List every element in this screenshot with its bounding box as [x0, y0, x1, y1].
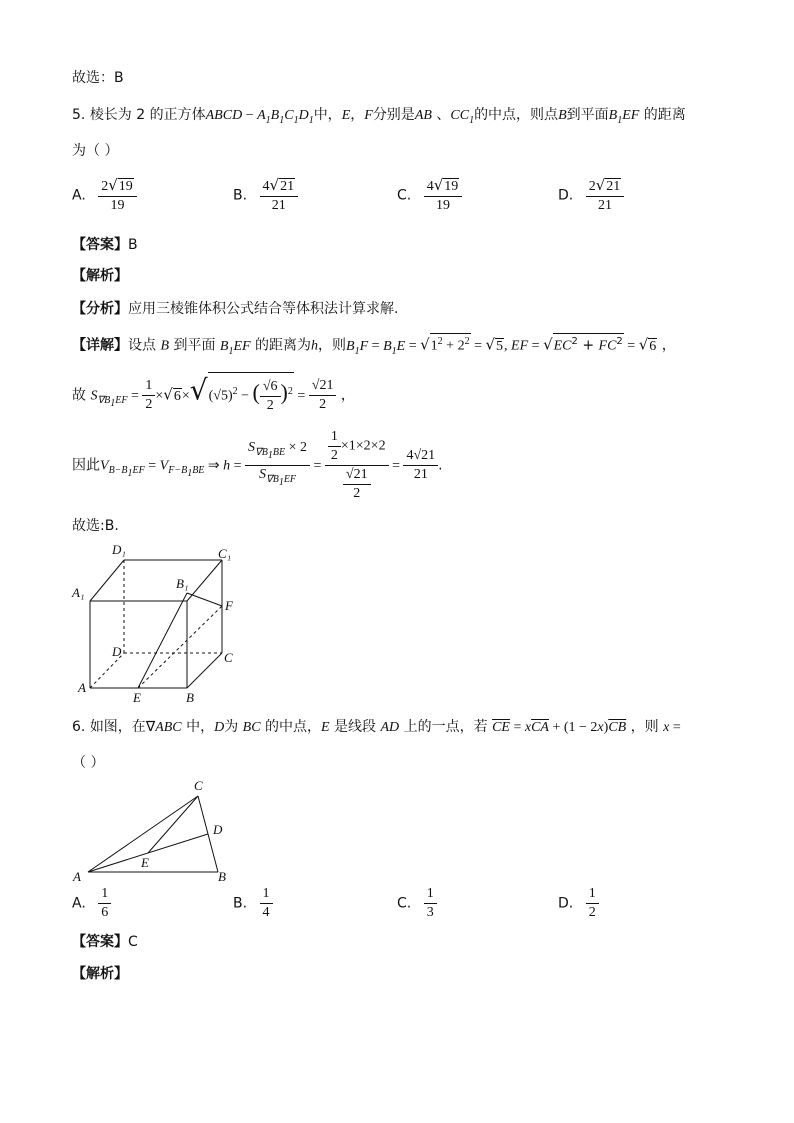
- triangle-figure: [70, 776, 240, 888]
- q6-stem-line1: 6. 如图，在∇ABC 中，D为 BC 的中点，E 是线段 AD 上的一点，若 $\overline{CE} = x\overline{CA} + (1 - 2x)\overline{CB}$ ，则 x =: [72, 719, 681, 735]
- q5-number: 5.: [72, 107, 86, 123]
- q5-option-a[interactable]: A. $\frac{2√19}{19}$: [72, 176, 137, 215]
- q6-stem-line2: （ ）: [72, 755, 105, 771]
- label-A1: A₁: [72, 585, 85, 600]
- q5-cube-name: ABCD: [205, 108, 243, 123]
- label-C: C: [224, 650, 233, 665]
- label-A: A: [78, 680, 86, 695]
- q5-final-answer: 故选:B.: [72, 518, 119, 534]
- cube-figure: [70, 538, 250, 708]
- q6-answer: 【答案】C: [72, 934, 138, 950]
- label-E: E: [133, 690, 141, 705]
- label-B: B: [186, 690, 194, 705]
- q6-option-b[interactable]: B. $\frac{1}{4}$: [233, 885, 273, 922]
- q5-answer: 【答案】B: [72, 237, 138, 253]
- label-E: E: [141, 855, 149, 870]
- q5-analysis-tag: 【解析】: [72, 268, 128, 284]
- previous-answer: 故选：B: [72, 70, 124, 86]
- q5-stem-line1: 5. 棱长为 2 的正方体ABCD − $A_1B_1C_1D_1$中，E，F分别是AB 、$CC_1$的中点，则点B到平面$B_1EF$ 的距离: [72, 107, 686, 126]
- label-A: A: [73, 869, 81, 884]
- q5-fenxi: 【分析】应用三棱锥体积公式结合等体积法计算求解.: [72, 301, 399, 317]
- q6-option-d[interactable]: D. $\frac{1}{2}$: [558, 885, 599, 922]
- q5-option-c[interactable]: C. $\frac{4√19}{19}$: [397, 176, 462, 215]
- label-C: C: [194, 778, 203, 793]
- q6-option-a[interactable]: A. $\frac{1}{6}$: [72, 885, 111, 922]
- q5-volume-line: 因此$V_{B-B_1EF} = V_{F-B_1BE}$ ⇒ h = $\frac{S_{\nabla B_1BE} \times 2}{S_{\nabla B_1EF}}$ = $\frac{1}{2}$ ×1×2×2 $\frac{√21}{2}$ = $\frac{4√21}{21}$ .: [72, 429, 443, 501]
- q5-stem-text: 棱长为 2 的正方体: [89, 107, 206, 123]
- q5-area-line: 故 $S_{\nabla B_1EF}$ = $\frac{1}{2}$ $\times√6\times√(√5)^2$ − ( $\frac{√6}{2}$ )$^2$ = $\frac{√21}{2}$ ，: [72, 372, 355, 416]
- q5-option-d[interactable]: D. $\frac{2√21}{21}$: [558, 176, 624, 215]
- q5-detail-line: 【详解】设点 B 到平面 $B_1EF$ 的距离为h，则$B_1F = B_1E = √1^2 + 2^2 = √5$, EF = $√EC^2 + FC^2 = √6$ ，: [72, 333, 676, 356]
- label-D1: D₁: [112, 542, 126, 557]
- q5-option-b[interactable]: B. $\frac{4√21}{21}$: [233, 176, 298, 215]
- q6-option-c[interactable]: C. $\frac{1}{3}$: [397, 885, 437, 922]
- q5-stem-line2: 为（ ）: [72, 143, 119, 159]
- label-D: D: [213, 822, 223, 837]
- label-C1: C₁: [218, 546, 232, 561]
- label-D: D: [112, 644, 122, 659]
- label-B: B: [218, 869, 226, 884]
- label-B1: B₁: [176, 576, 189, 591]
- q6-analysis-tag: 【解析】: [72, 966, 128, 982]
- label-F: F: [225, 598, 233, 613]
